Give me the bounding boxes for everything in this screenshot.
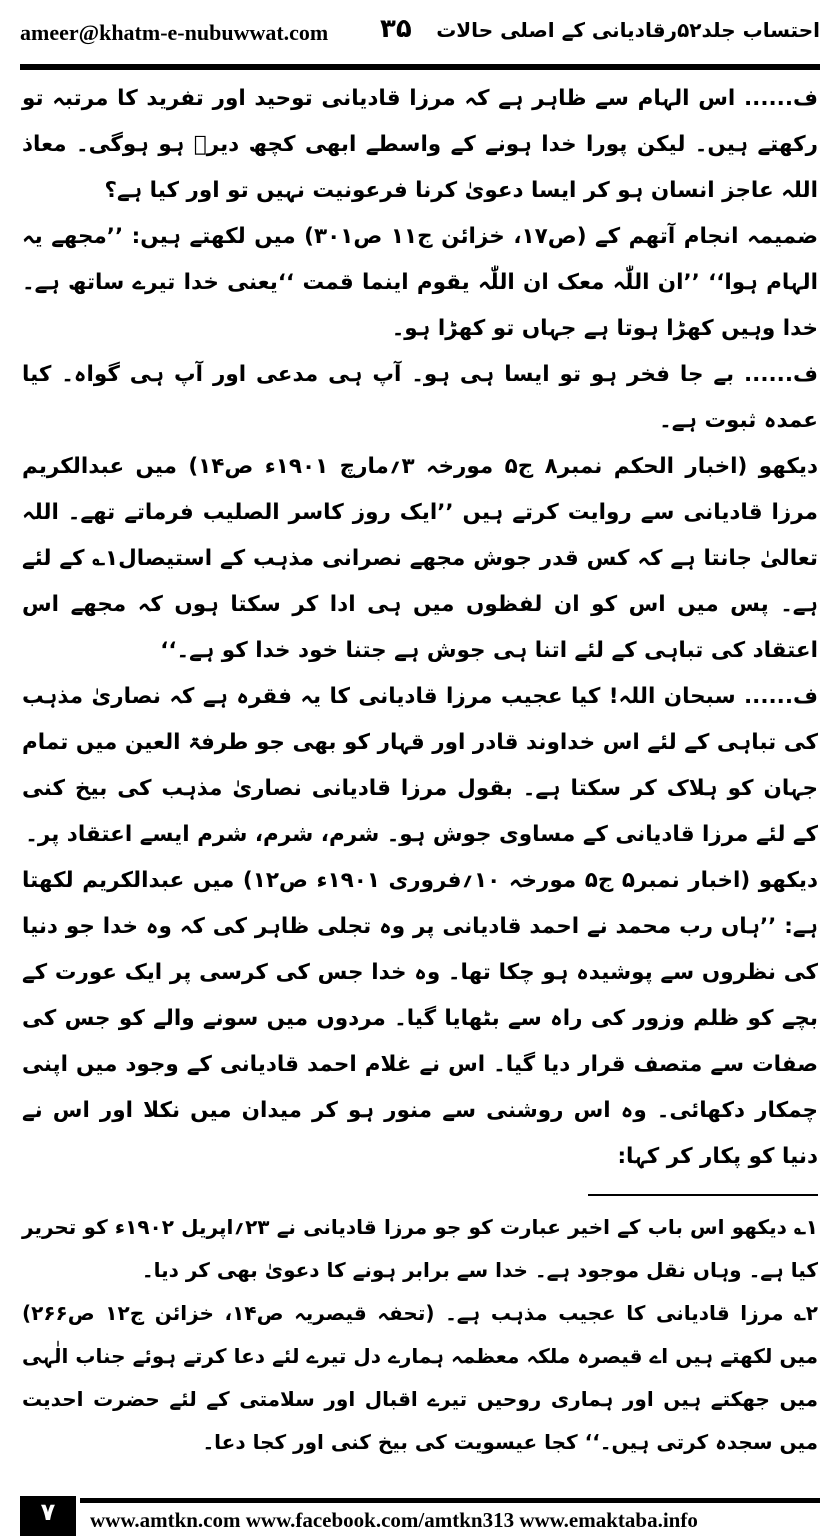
footer-page-box — [20, 1496, 76, 1536]
paragraph: دیکھو (اخبار الحکم نمبر۸ ج۵ مورخہ ۳؍مارچ ۱۹۰۱ء ص۱۴) میں عبدالکریم مرزا قادیانی سے روایت کرتے ہیں ’’ایک روز کاسر الصلیب فرماتے تھے۔ اللہ تعالیٰ جانتا ہے کہ کس قدر جوش مجھے نصرانی مذہب کے استیصال۱؎ کے لئے ہے۔ پس میں اس کو ان لفظوں میں ہی ادا کر سکتا ہوں کہ مجھے اس اعتقاد کی تباہی کے لئے اتنا ہی جوش ہے جتنا خود خدا کو ہے۔‘‘ — [22, 454, 818, 663]
paragraph: دیکھو (اخبار نمبر۵ ج۵ مورخہ ۱۰؍فروری ۱۹۰۱ء ص۱۲) میں عبدالکریم لکھتا ہے: ’’ہاں رب محمد نے احمد قادیانی پر وہ تجلی ظاہر کی کہ وہ خدا جو دنیا کی نظروں سے پوشیدہ ہو چکا تھا۔ وہ خدا جس کی کرسی پر ایک عورت کے بچے کو ظلم وزور کی راہ سے بٹھایا گیا۔ مردوں میں سونے والے کو جس کی صفات سے متصف قرار دیا گیا۔ اس نے غلام احمد قادیانی کے وجود میں اپنی چمکار دکھائی۔ وہ اس روشنی سے منور ہو کر میدان میں نکلا اور اس نے دنیا کو پکار کر کہا: — [22, 868, 819, 1169]
paragraph: ضمیمہ انجام آتھم کے (ص۱۷، خزائن ج۱۱ ص۳۰۱) میں لکھتے ہیں: ’’مجھے یہ الہام ہوا‘‘ ’’ان اللّٰہ معک ان اللّٰہ یقوم اینما قمت ‘‘یعنی خدا تیرے ساتھ ہے۔ خدا وہیں کھڑا ہوتا ہے جہاں تو کھڑا ہو۔ — [22, 224, 818, 341]
footnote: ۱؎ دیکھو اس باب کے اخیر عبارت کو جو مرزا قادیانی نے ۲۳؍اپریل ۱۹۰۲ء کو تحریر کیا ہے۔ وہاں نقل موجود ہے۔ خدا سے برابر ہونے کا دعویٰ بھی کر دیا۔ — [22, 1215, 819, 1282]
footer-rule — [80, 1498, 820, 1503]
main-text — [22, 76, 819, 1169]
page-header — [20, 14, 820, 54]
header-page-number: ۳۵ — [380, 14, 412, 44]
paragraph: ف...... اس الہام سے ظاہر ہے کہ مرزا قادیانی توحید اور تفرید کا مرتبہ تو رکھتے ہیں۔ لیکن پورا خدا ہونے کے واسطے ابھی کچھ دیرؔ ہو ہوگی۔ معاذ اللہ عاجز انسان ہو کر ایسا دعویٰ کرنا فرعونیت نہیں تو اور کیا ہے؟ — [22, 86, 818, 203]
paragraph: ف...... سبحان اللہ! کیا عجیب مرزا قادیانی کا یہ فقرہ ہے کہ نصاریٰ مذہب کی تباہی کے لئے اس خداوند قادر اور قہار کو بھی جو طرفۃ العین میں تمام جہان کو ہلاک کر سکتا ہے۔ بقول مرزا قادیانی نصاریٰ مذہب کی بیخ کنی کے لئے مرزا قادیانی کے مساوی جوش ہو۔ شرم، شرم، شرم ایسے اعتقاد پر۔ — [22, 684, 818, 847]
header-rule — [20, 64, 820, 70]
footer-links: www.amtkn.com www.facebook.com/amtkn313 www.emaktaba.info — [90, 1508, 698, 1532]
header-email: ameer@khatm-e-nubuwwat.com — [20, 20, 329, 45]
page-footer — [0, 1494, 840, 1540]
footer-page-number: ۷ — [40, 1498, 56, 1526]
footnotes — [22, 1206, 818, 1496]
footnote: ۲؎ مرزا قادیانی کا عجیب مذہب ہے۔ (تحفہ قیصریہ ص۱۴، خزائن ج۱۲ ص۲۶۶) میں لکھتے ہیں اے قیصرہ ملکہ معظمہ ہمارے دل تیرے لئے دعا کرتے ہوئے جناب الٰہی میں جھکتے ہیں اور ہماری روحیں تیرے اقبال اور سلامتی کے لئے حضرت احدیت میں سجدہ کرتی ہیں۔‘‘ کجا عیسویت کی بیخ کنی اور کجا دعا۔ — [22, 1301, 818, 1454]
header-running-title: احتساب جلد۵۲رقادیانی کے اصلی حالات — [436, 18, 820, 42]
paragraph: ف...... بے جا فخر ہو تو ایسا ہی ہو۔ آپ ہی مدعی اور آپ ہی گواہ۔ کیا عمدہ ثبوت ہے۔ — [22, 362, 818, 433]
footnote-divider — [588, 1194, 818, 1196]
